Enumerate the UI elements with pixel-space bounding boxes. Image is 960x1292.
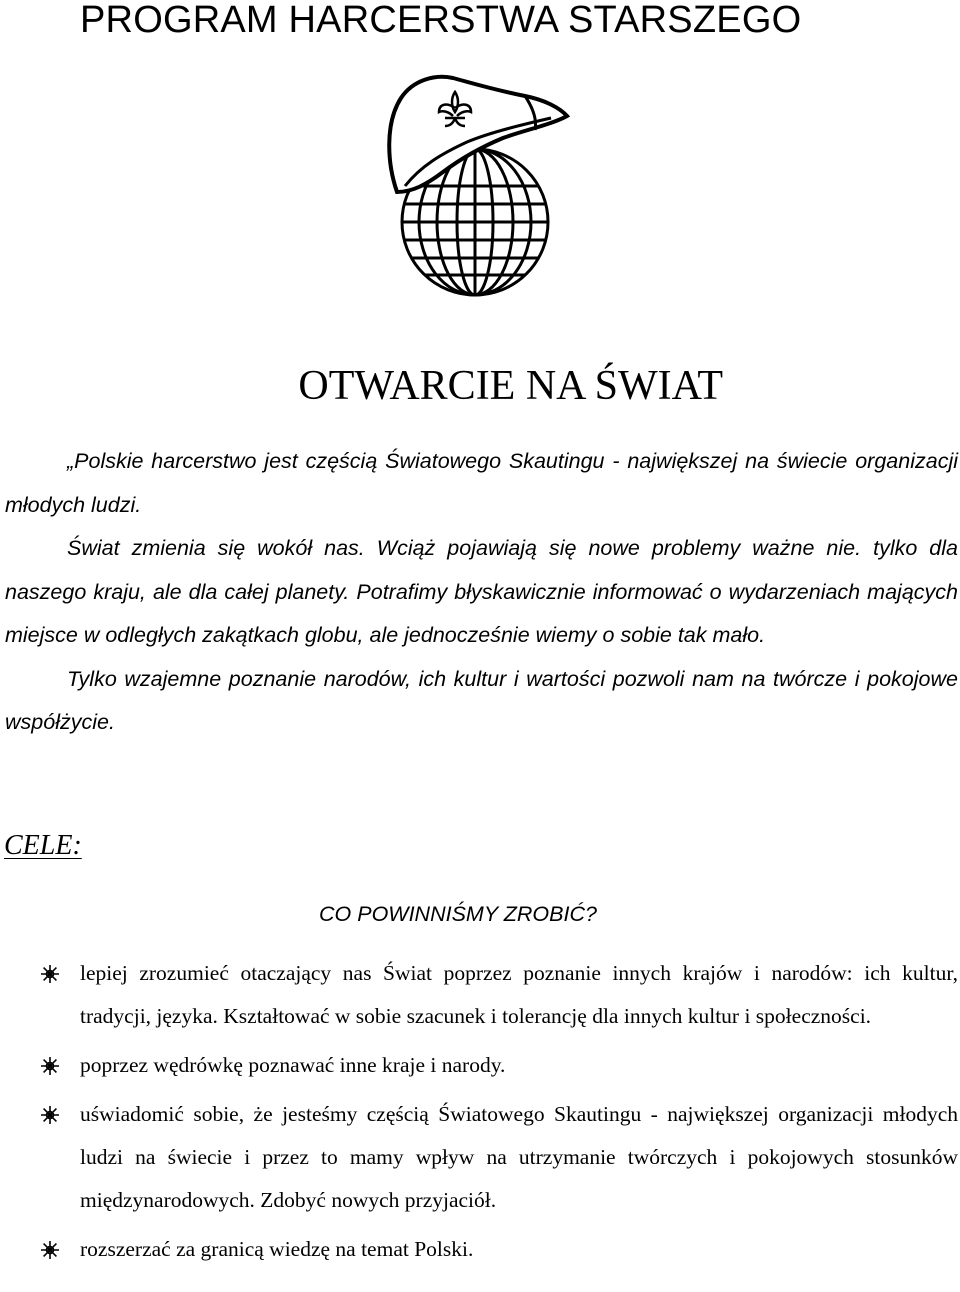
goal-text: rozszerzać za granicą wiedzę na temat Polski. bbox=[80, 1237, 474, 1261]
section-title: OTWARCIE NA ŚWIAT bbox=[298, 363, 723, 409]
intro-paragraph: Tylko wzajemne poznanie narodów, ich kultur i wartości pozwoli nam na twórcze i pokojowe współżycie. bbox=[5, 666, 958, 734]
intro-paragraph: Świat zmienia się wokół nas. Wciąż pojawiają się nowe problemy ważne nie. tylko dla naszego kraju, ale dla całej planety. Potrafimy błyskawicznie informować o wydarzeniach mających miejsce w odległych zakątkach globu, ale jednocześnie wiemy o sobie tak mało. bbox=[5, 536, 958, 647]
globe-hat-icon bbox=[375, 68, 575, 300]
goal-text: uświadomić sobie, że jesteśmy częścią Światowego Skautingu - największej organizacji młodych ludzi na świecie i przez to mamy wpływ na utrzymanie twórczych i pokojowych stosunków międzynarodowych. Zdobyć nowych przyjaciół. bbox=[80, 1102, 958, 1212]
snowflake-bullet-icon bbox=[40, 964, 60, 984]
list-item bbox=[0, 1228, 960, 1271]
scout-globe-hat-logo bbox=[375, 68, 575, 300]
goals-question: CO POWINNIŚMY ZROBIĆ? bbox=[319, 902, 597, 926]
list-item bbox=[0, 1093, 960, 1222]
intro-paragraph: „Polskie harcerstwo jest częścią Światowego Skautingu - największej na świecie organizacji młodych ludzi. bbox=[5, 449, 958, 517]
goals-heading: CELE: bbox=[4, 830, 82, 861]
snowflake-bullet-icon bbox=[40, 1105, 60, 1125]
goal-text: lepiej zrozumieć otaczający nas Świat poprzez poznanie innych krajów i narodów: ich kultur, tradycji, języka. Kształtować w sobie szacunek i tolerancję dla innych kultur i społeczności. bbox=[80, 961, 958, 1028]
goals-list bbox=[0, 952, 960, 1271]
list-item bbox=[0, 952, 960, 1038]
page-title: PROGRAM HARCERSTWA STARSZEGO bbox=[80, 0, 802, 41]
snowflake-bullet-icon bbox=[40, 1240, 60, 1260]
list-item bbox=[0, 1044, 960, 1087]
intro-text bbox=[5, 440, 958, 745]
snowflake-bullet-icon bbox=[40, 1056, 60, 1076]
goal-text: poprzez wędrówkę poznawać inne kraje i narody. bbox=[80, 1053, 506, 1077]
